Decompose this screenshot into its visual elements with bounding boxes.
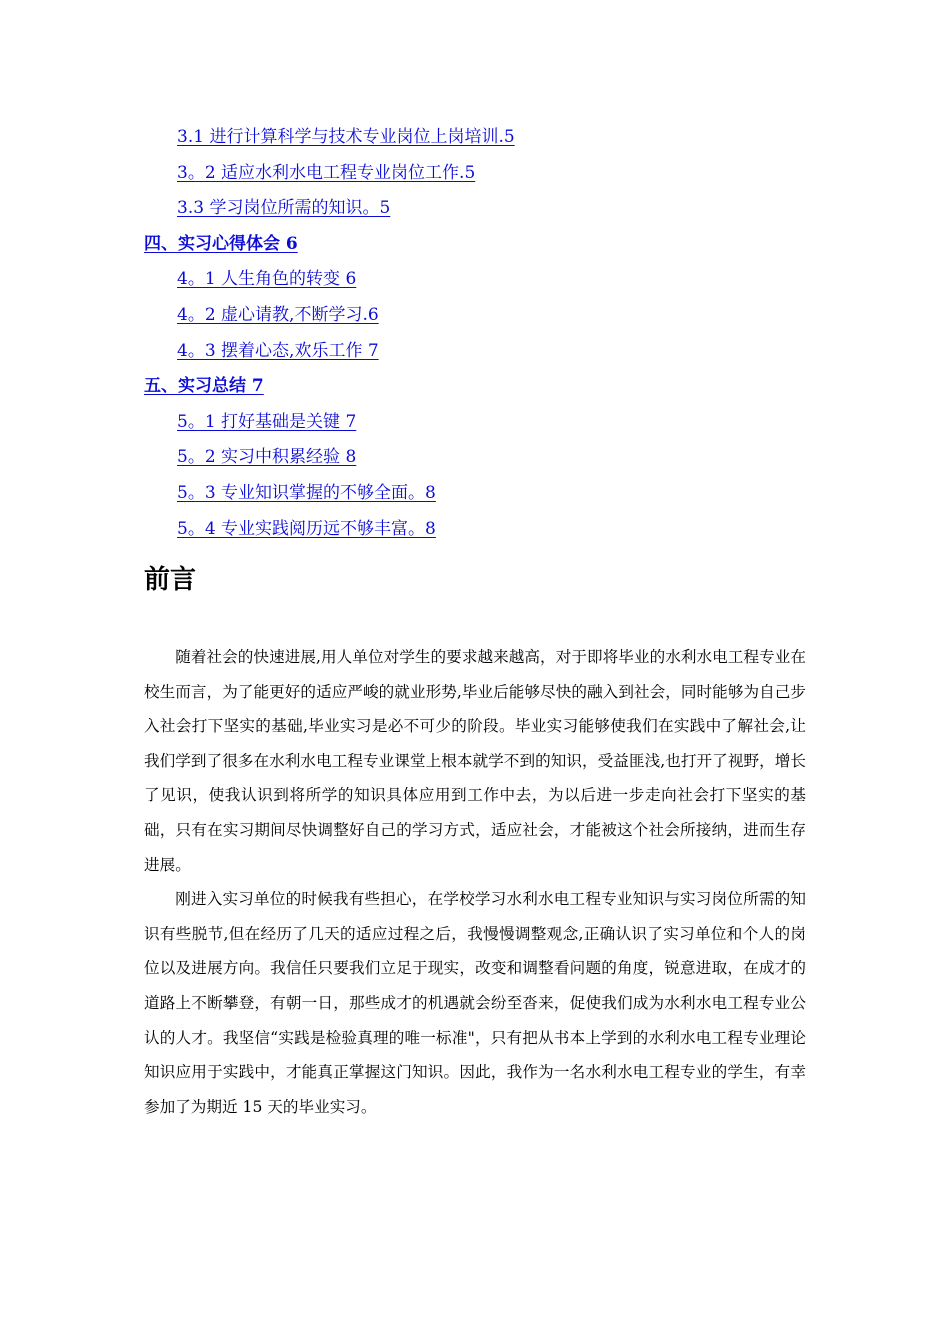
toc-link-5-1[interactable]: 5。1 打好基础是关键 7 — [177, 411, 357, 432]
preface-body — [144, 640, 806, 1124]
toc-link-5-3[interactable]: 5。3 专业知识掌握的不够全面。8 — [177, 482, 436, 503]
toc-link-4-1[interactable]: 4。1 人生角色的转变 6 — [177, 269, 357, 290]
toc-link-section-5[interactable]: 五、实习总结 7 — [144, 376, 264, 397]
toc-link-5-4[interactable]: 5。4 专业实践阅历远不够丰富。8 — [177, 518, 436, 539]
paragraph: 随着社会的快速进展,用人单位对学生的要求越来越高，对于即将毕业的水利水电工程专业在校生而言，为了能更好的适应严峻的就业形势,毕业后能够尽快的融入到社会，同时能够为自己步入社会打下坚实的基础,毕业实习是必不可少的阶段。毕业实习能够使我们在实践中了解社会,让我们学到了很多在水利水电工程专业课堂上根本就学不到的知识，受益匪浅,也打开了视野，增长了见识，使我认识到将所学的知识具体应用到工作中去，为以后进一步走向社会打下坚实的基础，只有在实习期间尽快调整好自己的学习方式，适应社会，才能被这个社会所接纳，进而生存进展。 — [144, 648, 806, 874]
toc-link-3-2[interactable]: 3。2 适应水利水电工程专业岗位工作.5 — [177, 162, 476, 183]
paragraph: 刚进入实习单位的时候我有些担心，在学校学习水利水电工程专业知识与实习岗位所需的知识有些脱节,但在经历了几天的适应过程之后，我慢慢调整观念,正确认识了实习单位和个人的岗位以及进展方向。我信任只要我们立足于现实，改变和调整看问题的角度，锐意进取，在成才的道路上不断攀登，有朝一日，那些成才的机遇就会纷至沓来，促使我们成为水利水电工程专业公认的人才。我坚信“实践是检验真理的唯一标准"，只有把从书本上学到的水利水电工程专业理论知识应用于实践中，才能真正掌握这门知识。因此，我作为一名水利水电工程专业的学生，有幸参加了为期近 15 天的毕业实习。 — [144, 890, 806, 1116]
toc-link-section-4[interactable]: 四、实习心得体会 6 — [144, 233, 298, 254]
toc-link-4-3[interactable]: 4。3 摆着心态,欢乐工作 7 — [177, 340, 379, 361]
table-of-contents — [144, 120, 824, 547]
toc-link-5-2[interactable]: 5。2 实习中积累经验 8 — [177, 447, 357, 468]
section-heading-preface: 前言 — [144, 565, 197, 595]
toc-link-4-2[interactable]: 4。2 虚心请教,不断学习.6 — [177, 304, 379, 325]
toc-link-3-3[interactable]: 3.3 学习岗位所需的知识。5 — [177, 198, 391, 219]
toc-link-3-1[interactable]: 3.1 进行计算科学与技术专业岗位上岗培训.5 — [177, 127, 515, 147]
